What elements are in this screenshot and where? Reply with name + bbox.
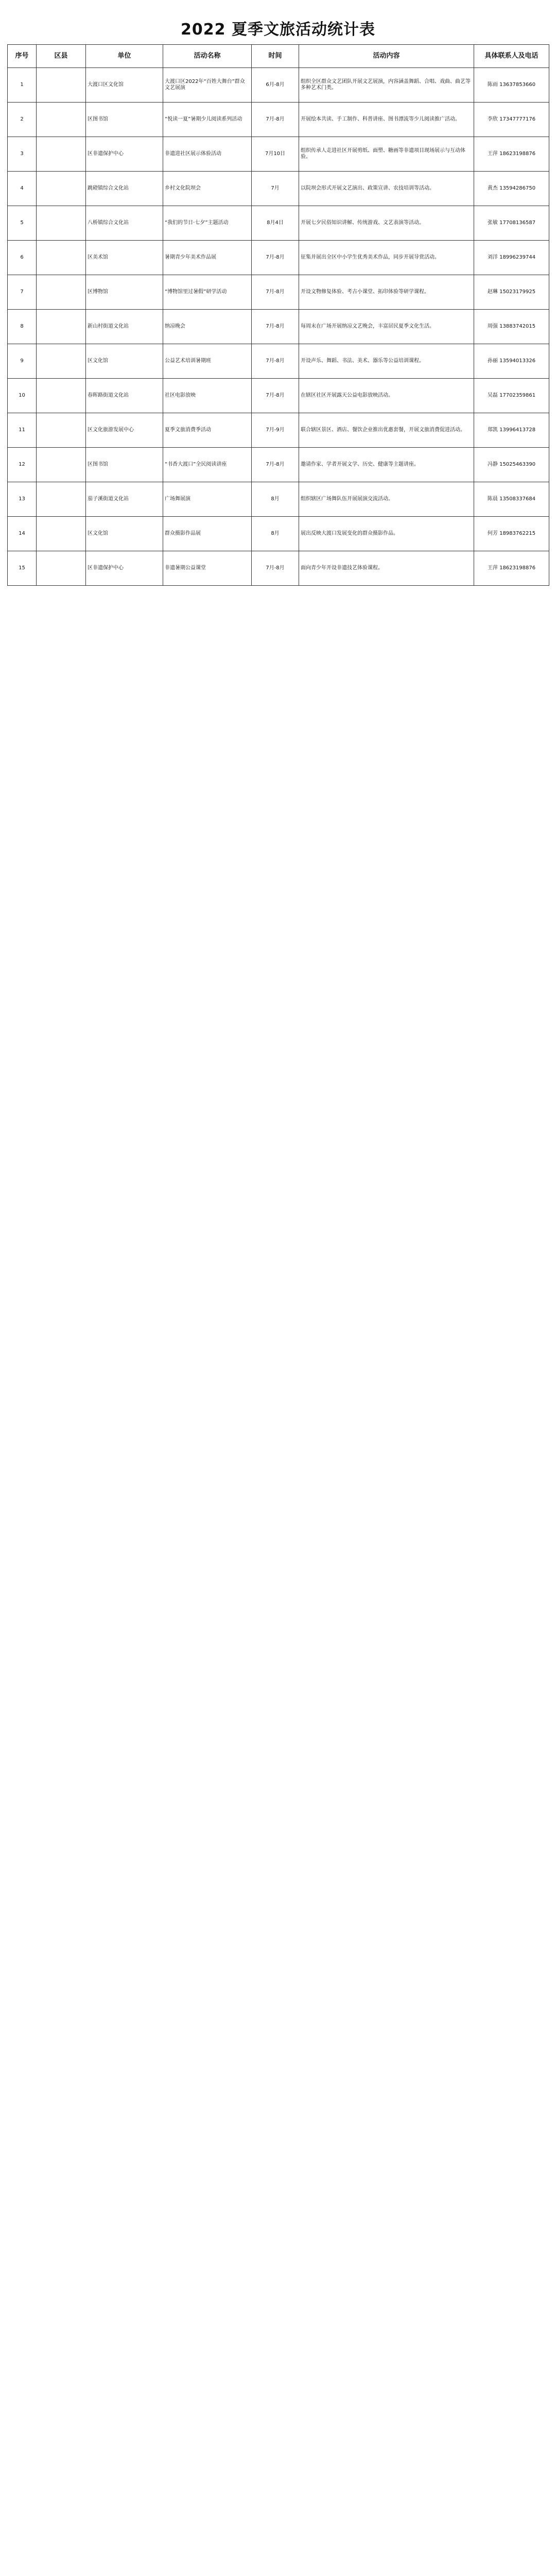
cell-unit: 区美术馆 xyxy=(86,241,163,275)
cell-unit: 大渡口区文化馆 xyxy=(86,68,163,103)
cell-content: 组织全区群众文艺团队开展文艺展演，内容涵盖舞蹈、合唱、戏曲、曲艺等多种艺术门类。 xyxy=(299,68,474,103)
cell-time: 7月-8月 xyxy=(252,310,299,344)
table-header-row xyxy=(8,45,549,68)
cell-district xyxy=(37,482,86,517)
cell-time: 7月-8月 xyxy=(252,241,299,275)
header-activity-name: 活动名称 xyxy=(163,45,252,68)
cell-activity-name: 群众摄影作品展 xyxy=(163,517,252,551)
cell-time: 8月 xyxy=(252,482,299,517)
cell-content: 邀请作家、学者开展文学、历史、健康等主题讲座。 xyxy=(299,448,474,482)
cell-content: 以院坝会形式开展文艺演出、政策宣讲、农技培训等活动。 xyxy=(299,172,474,206)
cell-activity-name: 纳凉晚会 xyxy=(163,310,252,344)
cell-contact: 王萍 18623198876 xyxy=(474,137,549,172)
activity-table xyxy=(7,44,549,586)
cell-content: 联合辖区景区、酒店、餐饮企业推出优惠套餐，开展文旅消费促进活动。 xyxy=(299,413,474,448)
cell-contact: 吴磊 17702359861 xyxy=(474,379,549,413)
cell-time: 8月4日 xyxy=(252,206,299,241)
cell-activity-name: 暑期青少年美术作品展 xyxy=(163,241,252,275)
cell-district xyxy=(37,103,86,137)
cell-activity-name: 夏季文旅消费季活动 xyxy=(163,413,252,448)
cell-contact: 李欣 17347777176 xyxy=(474,103,549,137)
header-content: 活动内容 xyxy=(299,45,474,68)
cell-no: 14 xyxy=(8,517,37,551)
cell-unit: 区博物馆 xyxy=(86,275,163,310)
cell-no: 9 xyxy=(8,344,37,379)
cell-unit: 跳磴镇综合文化站 xyxy=(86,172,163,206)
cell-contact: 何芳 18983762215 xyxy=(474,517,549,551)
cell-unit: 茄子溪街道文化站 xyxy=(86,482,163,517)
cell-time: 7月-8月 xyxy=(252,103,299,137)
cell-content: 每周末在广场开展纳凉文艺晚会，丰富居民夏季文化生活。 xyxy=(299,310,474,344)
cell-activity-name: 社区电影放映 xyxy=(163,379,252,413)
cell-contact: 冯静 15025463390 xyxy=(474,448,549,482)
cell-district xyxy=(37,379,86,413)
cell-time: 6月-8月 xyxy=(252,68,299,103)
cell-district xyxy=(37,206,86,241)
cell-content: 面向青少年开设非遗技艺体验课程。 xyxy=(299,551,474,586)
cell-district xyxy=(37,517,86,551)
table-body xyxy=(8,68,549,586)
header-no: 序号 xyxy=(8,45,37,68)
cell-content: 征集并展出全区中小学生优秀美术作品，同步开展导赏活动。 xyxy=(299,241,474,275)
cell-no: 7 xyxy=(8,275,37,310)
cell-no: 8 xyxy=(8,310,37,344)
cell-activity-name: “书香大渡口”全民阅读讲座 xyxy=(163,448,252,482)
table-row xyxy=(8,172,549,206)
cell-no: 5 xyxy=(8,206,37,241)
cell-no: 12 xyxy=(8,448,37,482)
cell-time: 7月-8月 xyxy=(252,275,299,310)
cell-contact: 黄杰 13594286750 xyxy=(474,172,549,206)
cell-district xyxy=(37,448,86,482)
cell-contact: 张敏 17708136587 xyxy=(474,206,549,241)
cell-time: 7月-8月 xyxy=(252,551,299,586)
table-row xyxy=(8,551,549,586)
table-row xyxy=(8,275,549,310)
cell-activity-name: “我们的节日·七夕”主题活动 xyxy=(163,206,252,241)
table-row xyxy=(8,206,549,241)
cell-content: 展出反映大渡口发展变化的群众摄影作品。 xyxy=(299,517,474,551)
cell-activity-name: 非遗进社区展示体验活动 xyxy=(163,137,252,172)
cell-activity-name: 乡村文化院坝会 xyxy=(163,172,252,206)
cell-content: 组织辖区广场舞队伍开展展演交流活动。 xyxy=(299,482,474,517)
cell-contact: 赵琳 15023179925 xyxy=(474,275,549,310)
table-row xyxy=(8,103,549,137)
cell-unit: 区文化旅游发展中心 xyxy=(86,413,163,448)
cell-contact: 陈晨 13508337684 xyxy=(474,482,549,517)
cell-no: 10 xyxy=(8,379,37,413)
table-row xyxy=(8,68,549,103)
cell-activity-name: 大渡口区2022年“百姓大舞台”群众文艺展演 xyxy=(163,68,252,103)
cell-activity-name: 非遗暑期公益课堂 xyxy=(163,551,252,586)
cell-district xyxy=(37,551,86,586)
cell-time: 7月-8月 xyxy=(252,448,299,482)
cell-district xyxy=(37,344,86,379)
cell-unit: 区非遗保护中心 xyxy=(86,551,163,586)
cell-contact: 孙丽 13594013326 xyxy=(474,344,549,379)
cell-activity-name: “博物馆里过暑假”研学活动 xyxy=(163,275,252,310)
cell-no: 6 xyxy=(8,241,37,275)
cell-activity-name: 广场舞展演 xyxy=(163,482,252,517)
table-row xyxy=(8,379,549,413)
cell-time: 7月 xyxy=(252,172,299,206)
cell-district xyxy=(37,241,86,275)
table-row xyxy=(8,344,549,379)
table-row xyxy=(8,241,549,275)
cell-time: 7月-8月 xyxy=(252,344,299,379)
cell-content: 开设文物修复体验、考古小课堂、拓印体验等研学课程。 xyxy=(299,275,474,310)
cell-unit: 春晖路街道文化站 xyxy=(86,379,163,413)
cell-district xyxy=(37,413,86,448)
cell-contact: 郑凯 13996413728 xyxy=(474,413,549,448)
cell-unit: 八桥镇综合文化站 xyxy=(86,206,163,241)
cell-content: 开设声乐、舞蹈、书法、美术、器乐等公益培训课程。 xyxy=(299,344,474,379)
cell-unit: 区非遗保护中心 xyxy=(86,137,163,172)
cell-no: 11 xyxy=(8,413,37,448)
cell-content: 开展绘本共读、手工制作、科普讲座、图书漂流等少儿阅读推广活动。 xyxy=(299,103,474,137)
cell-no: 1 xyxy=(8,68,37,103)
table-row xyxy=(8,517,549,551)
table-row xyxy=(8,482,549,517)
cell-content: 组织传承人走进社区开展剪纸、面塑、糖画等非遗项目现场展示与互动体验。 xyxy=(299,137,474,172)
cell-district xyxy=(37,137,86,172)
table-row xyxy=(8,310,549,344)
cell-no: 15 xyxy=(8,551,37,586)
cell-contact: 刘洋 18996239744 xyxy=(474,241,549,275)
cell-unit: 区文化馆 xyxy=(86,344,163,379)
cell-activity-name: 公益艺术培训暑期班 xyxy=(163,344,252,379)
cell-contact: 王萍 18623198876 xyxy=(474,551,549,586)
cell-no: 4 xyxy=(8,172,37,206)
cell-activity-name: “悦读一夏”暑期少儿阅读系列活动 xyxy=(163,103,252,137)
cell-time: 7月-9月 xyxy=(252,413,299,448)
cell-unit: 新山村街道文化站 xyxy=(86,310,163,344)
page-title: 2022 夏季文旅活动统计表 xyxy=(181,21,375,39)
cell-district xyxy=(37,310,86,344)
header-unit: 单位 xyxy=(86,45,163,68)
header-contact: 具体联系人及电话 xyxy=(474,45,549,68)
header-district: 区县 xyxy=(37,45,86,68)
cell-time: 7月-8月 xyxy=(252,379,299,413)
cell-district xyxy=(37,172,86,206)
cell-unit: 区文化馆 xyxy=(86,517,163,551)
cell-no: 3 xyxy=(8,137,37,172)
cell-no: 13 xyxy=(8,482,37,517)
table-row xyxy=(8,413,549,448)
header-time: 时间 xyxy=(252,45,299,68)
cell-contact: 陈雨 13637853660 xyxy=(474,68,549,103)
cell-no: 2 xyxy=(8,103,37,137)
cell-time: 8月 xyxy=(252,517,299,551)
table-row xyxy=(8,448,549,482)
cell-unit: 区图书馆 xyxy=(86,103,163,137)
cell-district xyxy=(37,275,86,310)
cell-unit: 区图书馆 xyxy=(86,448,163,482)
cell-contact: 周强 13883742015 xyxy=(474,310,549,344)
cell-time: 7月10日 xyxy=(252,137,299,172)
cell-district xyxy=(37,68,86,103)
activity-table-wrap xyxy=(7,44,549,586)
table-row xyxy=(8,137,549,172)
cell-content: 在辖区社区开展露天公益电影放映活动。 xyxy=(299,379,474,413)
cell-content: 开展七夕民俗知识讲解、传统游戏、文艺表演等活动。 xyxy=(299,206,474,241)
